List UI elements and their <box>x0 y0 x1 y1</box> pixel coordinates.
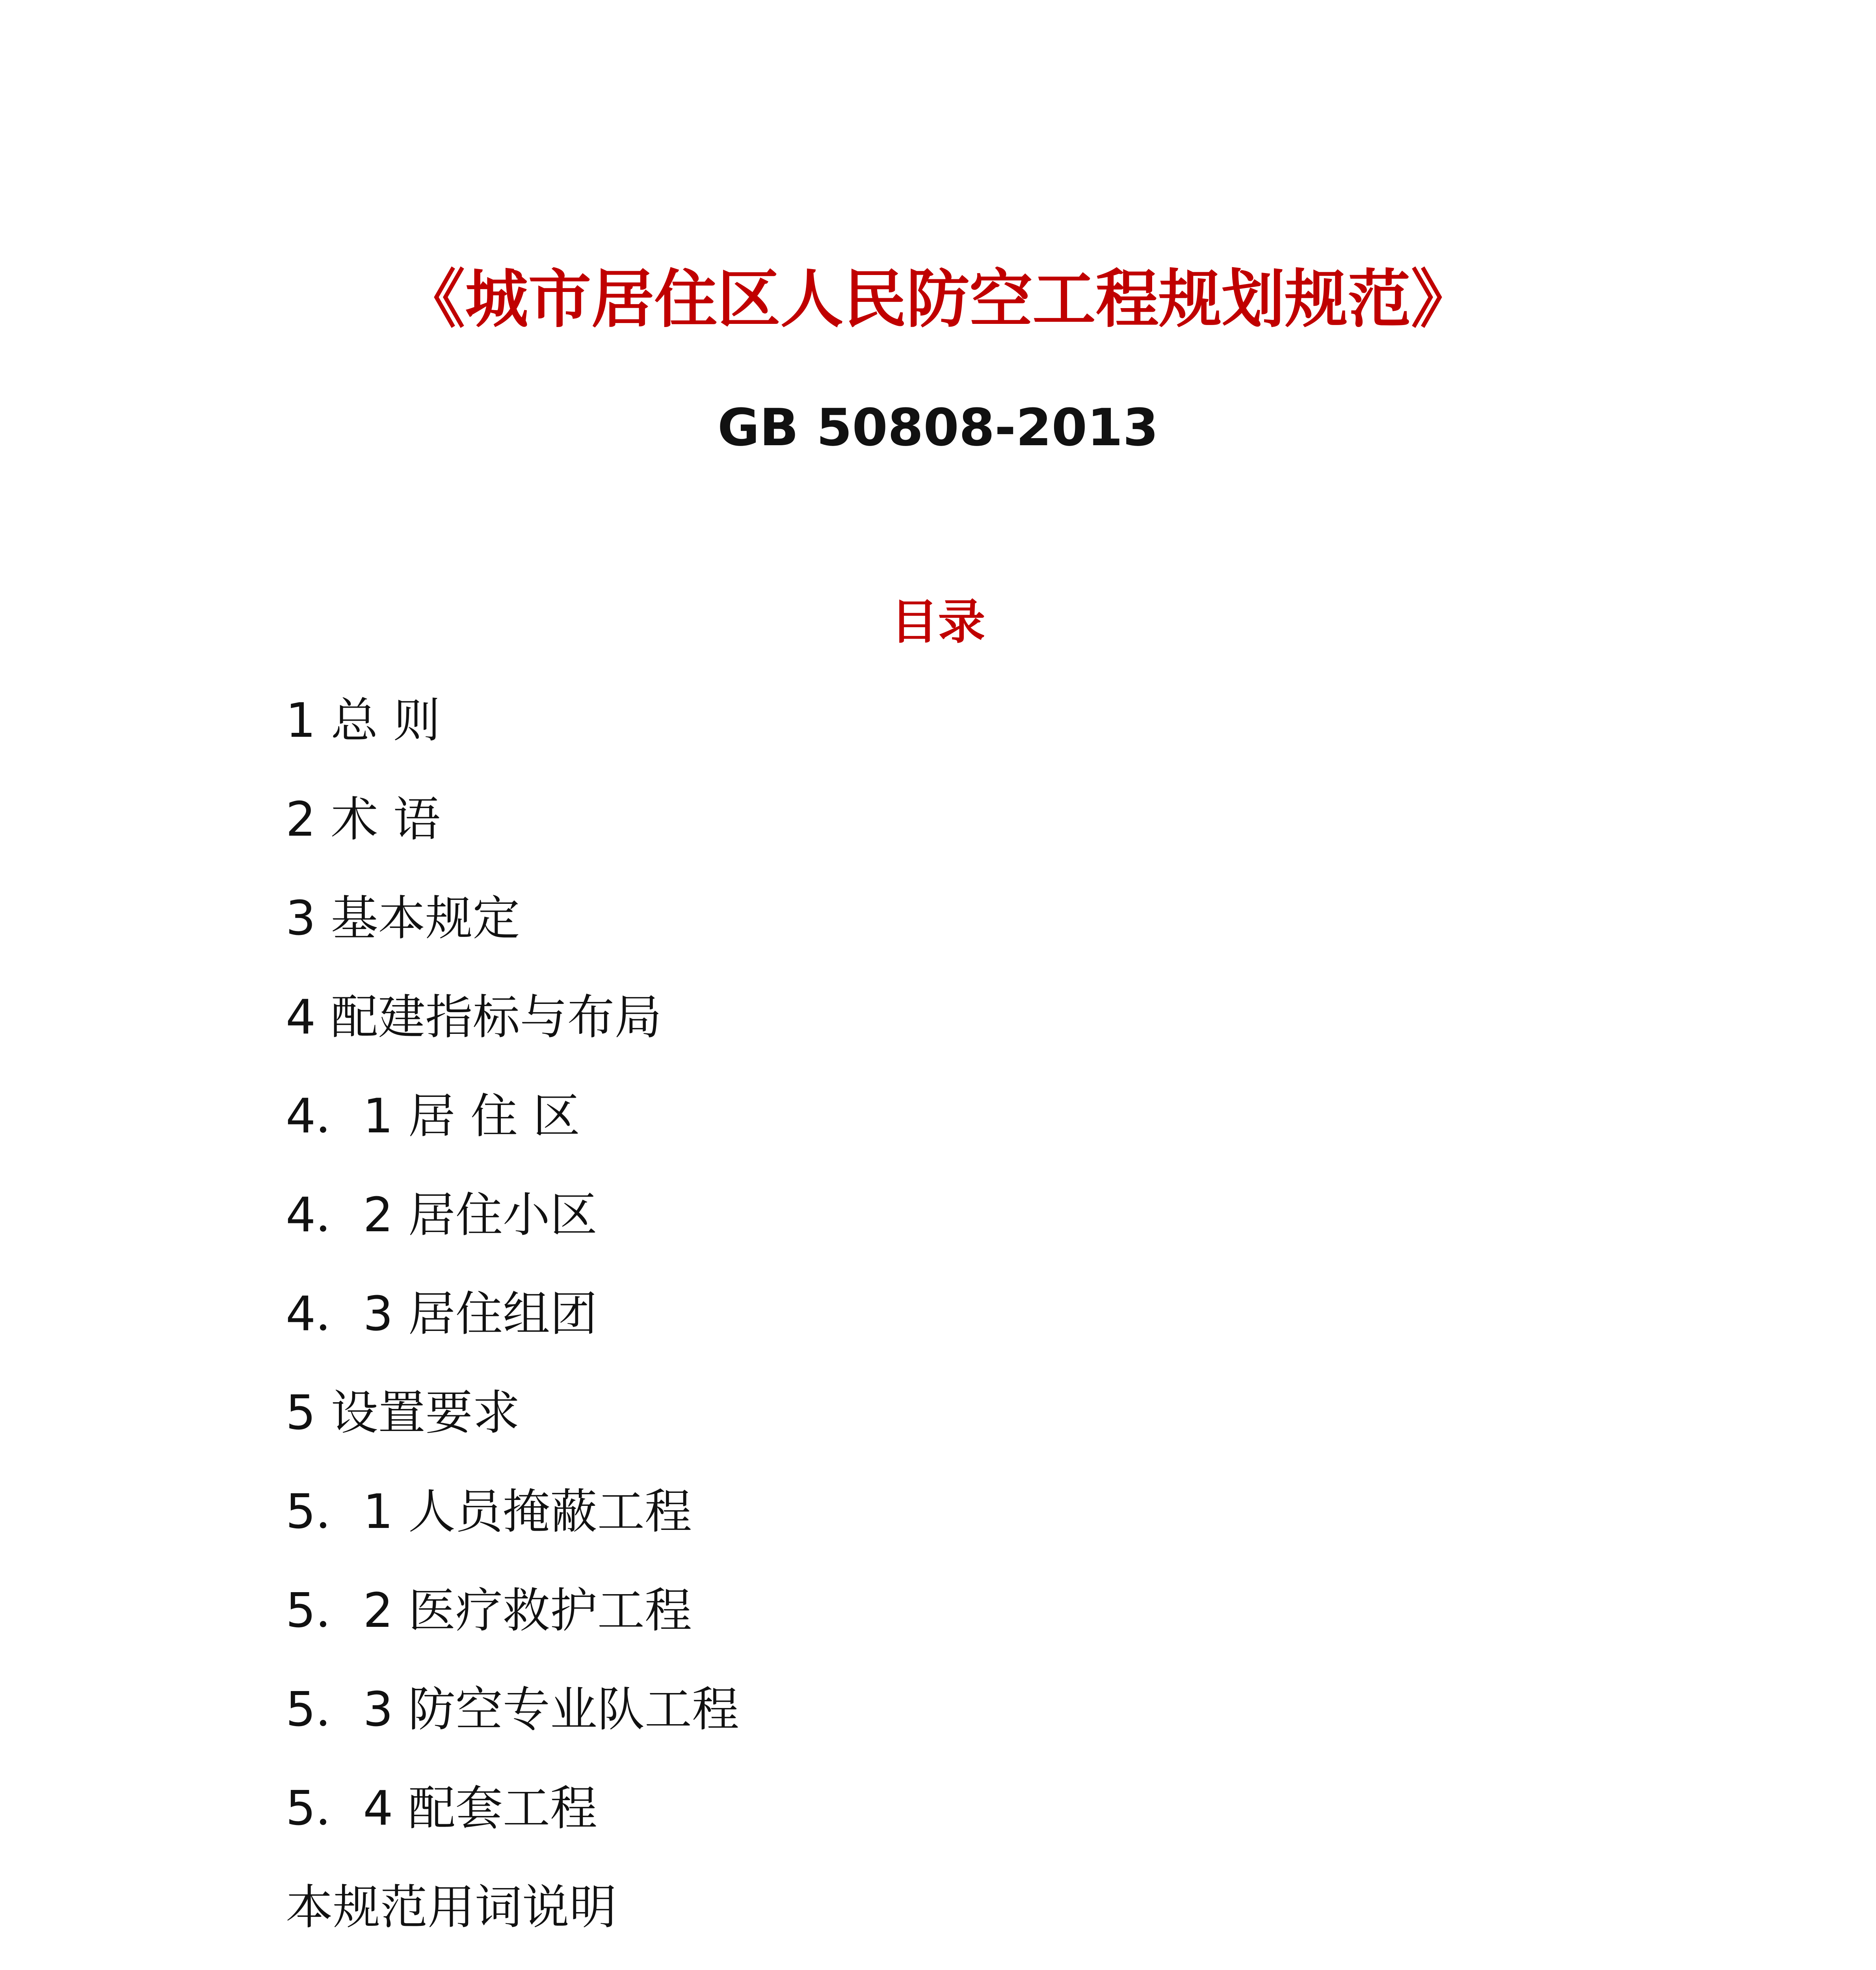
toc-item-residential-group: 4．3 居住组团 <box>286 1287 597 1342</box>
toc-item-indicators-layout: 4 配建指标与布局 <box>286 990 662 1045</box>
toc-item-medical-rescue: 5．2 医疗救护工程 <box>286 1583 692 1638</box>
toc-heading: 目录 <box>891 595 985 650</box>
standard-code: GB 50808-2013 <box>717 398 1159 457</box>
toc-item-personnel-shelter: 5．1 人员掩蔽工程 <box>286 1485 692 1539</box>
toc-item-basic-requirements: 3 基本规定 <box>286 891 520 946</box>
toc-item-supporting-works: 5．4 配套工程 <box>286 1781 597 1836</box>
table-of-contents <box>286 690 1704 1970</box>
document-title: 《城市居住区人民防空工程规划规范》 <box>402 262 1474 336</box>
toc-item-professional-team: 5．3 防空专业队工程 <box>286 1682 739 1737</box>
toc-item-residential-district: 4．1 居 住 区 <box>286 1089 580 1144</box>
toc-item-terms: 2 术 语 <box>286 792 441 847</box>
toc-item-general: 1 总 则 <box>286 693 441 748</box>
toc-item-wording-explanation: 本规范用词说明 <box>286 1880 617 1935</box>
toc-item-residential-quarter: 4．2 居住小区 <box>286 1188 597 1243</box>
toc-item-setup-requirements: 5 设置要求 <box>286 1386 520 1440</box>
